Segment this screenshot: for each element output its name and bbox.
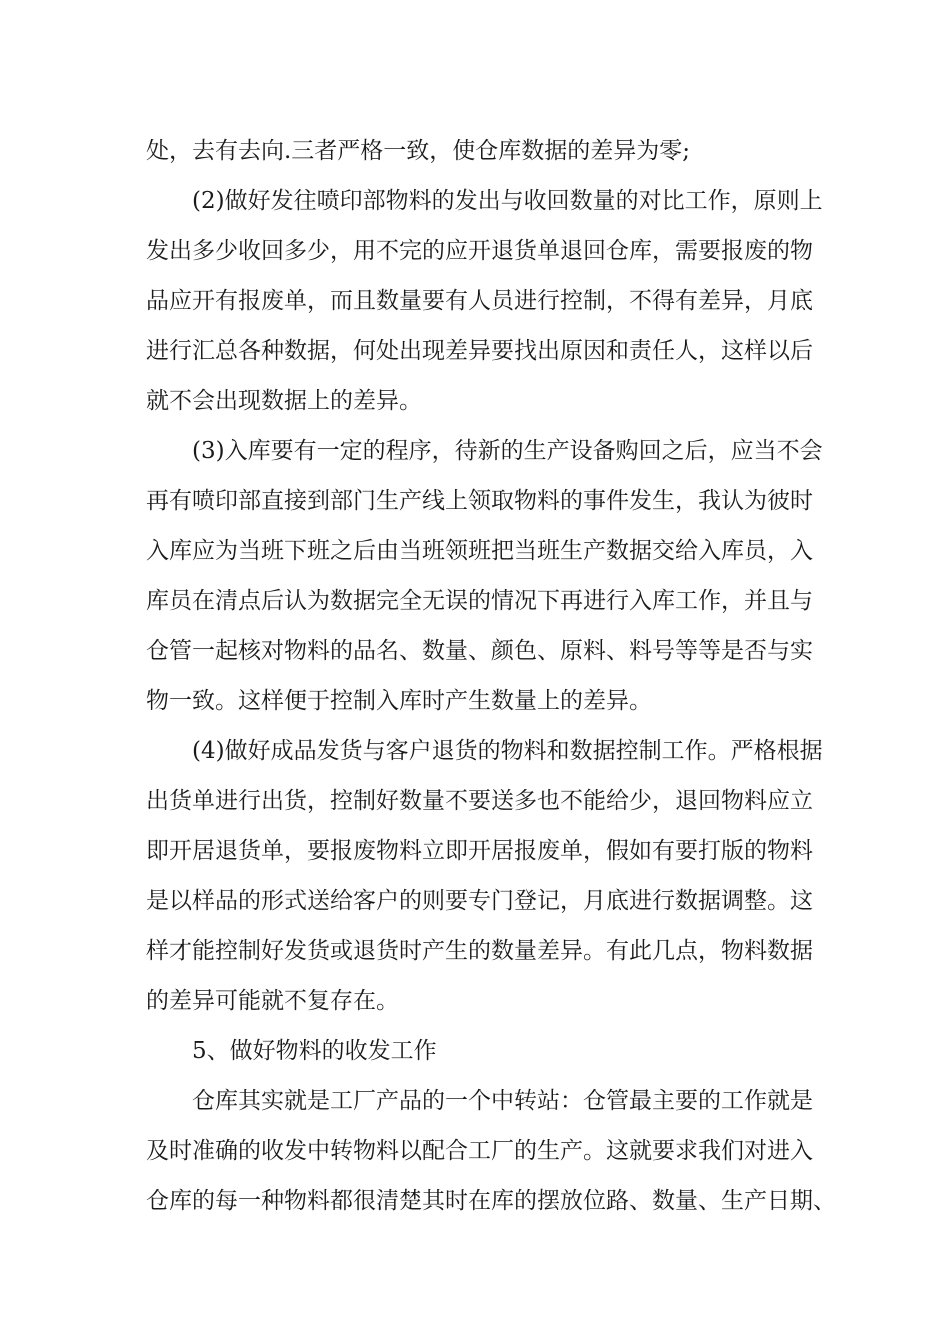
text-line: 就不会出现数据上的差异。 (146, 388, 422, 414)
text-line: 仓管一起核对物料的品名、数量、颜色、原料、料号等等是否与实 (146, 638, 813, 664)
text-line: 库员在清点后认为数据完全无误的情况下再进行入库工作，并且与 (146, 588, 813, 614)
text-line: 是以样品的形式送给客户的则要专门登记，月底进行数据调整。这 (146, 888, 813, 914)
text-line: 再有喷印部直接到部门生产线上领取物料的事件发生，我认为彼时 (146, 488, 813, 514)
text-line: 物一致。这样便于控制入库时产生数量上的差异。 (146, 688, 652, 714)
text-line: 及时准确的收发中转物料以配合工厂的生产。这就要求我们对进入 (146, 1138, 813, 1164)
text-line: 入库应为当班下班之后由当班领班把当班生产数据交给入库员，入 (146, 538, 813, 564)
text-line: 处，去有去向.三者严格一致，使仓库数据的差异为零; (146, 138, 691, 164)
text-line: 出货单进行出货，控制好数量不要送多也不能给少，退回物料应立 (146, 788, 813, 814)
text-line: 的差异可能就不复存在。 (146, 988, 399, 1014)
text-line: 进行汇总各种数据，何处出现差异要找出原因和责任人，这样以后 (146, 338, 813, 364)
text-line: 样才能控制好发货或退货时产生的数量差异。有此几点，物料数据 (146, 938, 813, 964)
section-heading: 5、做好物料的收发工作 (192, 1038, 437, 1064)
text-line: 仓库的每一种物料都很清楚其时在库的摆放位路、数量、生产日期、 (146, 1188, 836, 1214)
text-line: 品应开有报废单，而且数量要有人员进行控制，不得有差异，月底 (146, 288, 813, 314)
paragraph-start-line: (3)入库要有一定的程序，待新的生产设备购回之后，应当不会 (192, 438, 823, 464)
text-line: 即开居退货单，要报废物料立即开居报废单，假如有要打版的物料 (146, 838, 813, 864)
text-line: 发出多少收回多少，用不完的应开退货单退回仓库，需要报废的物 (146, 238, 813, 264)
paragraph-start-line: 仓库其实就是工厂产品的一个中转站：仓管最主要的工作就是 (192, 1088, 813, 1114)
paragraph-start-line: (4)做好成品发货与客户退货的物料和数据控制工作。严格根据 (192, 738, 823, 764)
paragraph-start-line: (2)做好发往喷印部物料的发出与收回数量的对比工作，原则上 (192, 188, 823, 214)
